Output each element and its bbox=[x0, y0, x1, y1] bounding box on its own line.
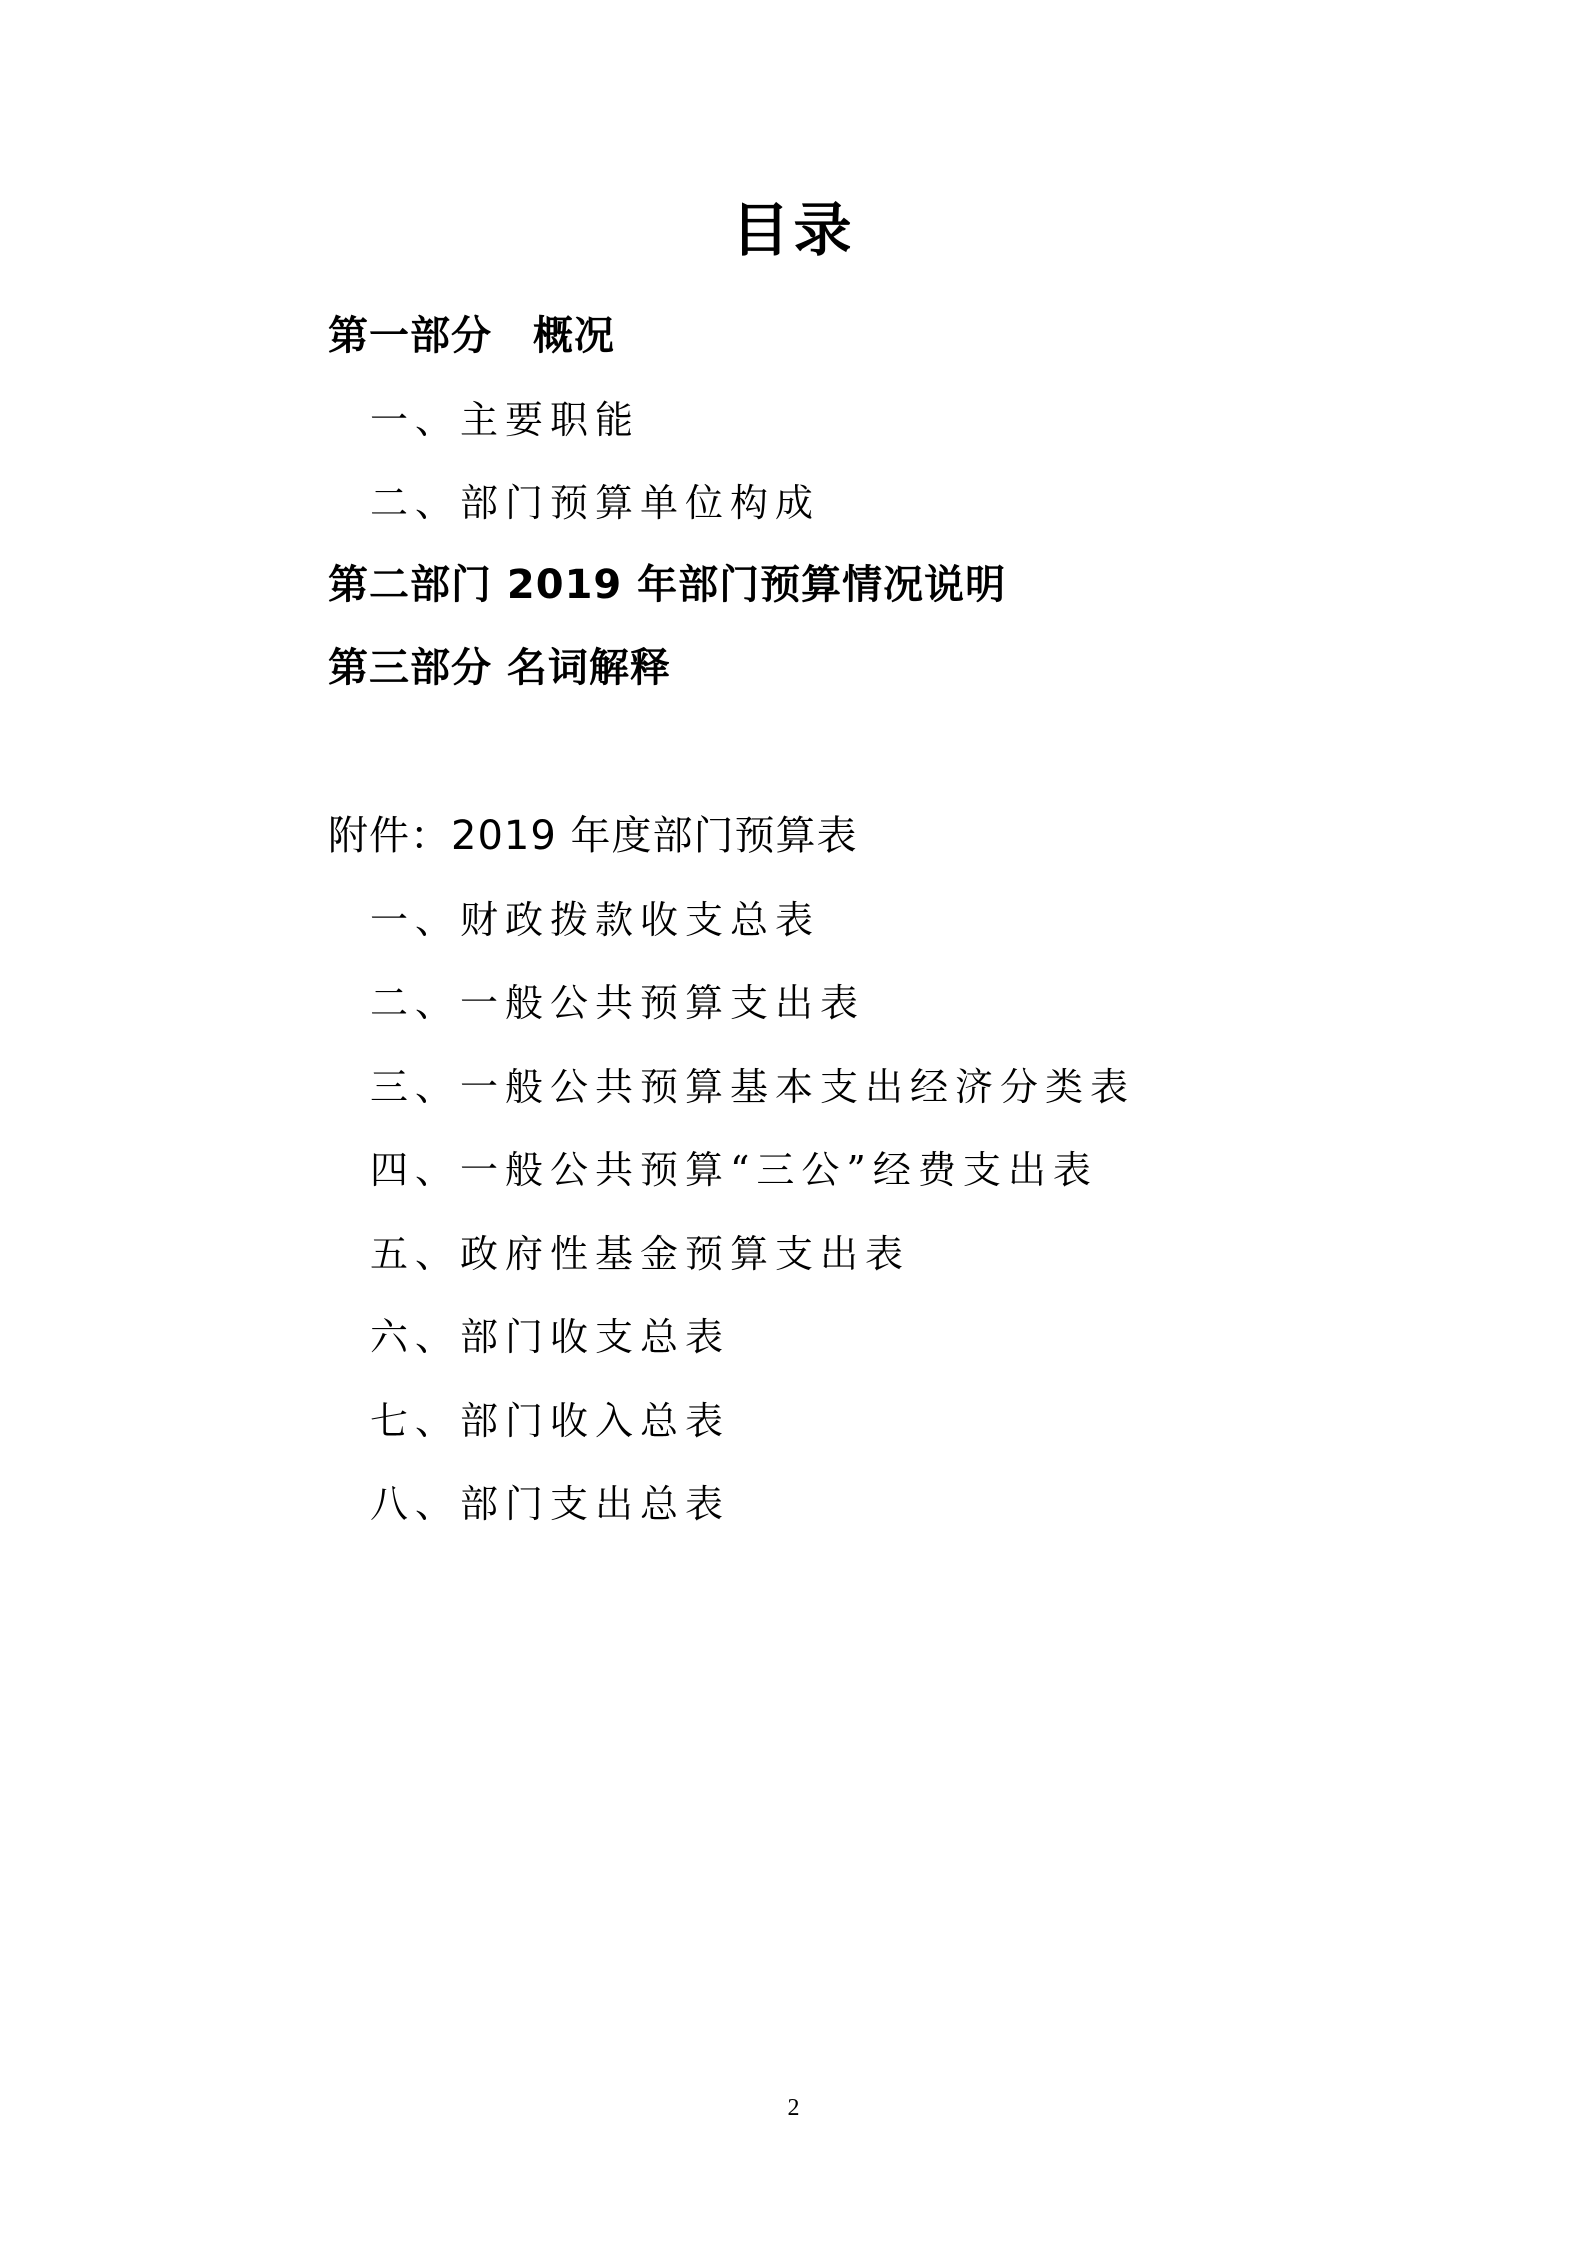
toc-part3-heading: 第三部分 名词解释 bbox=[328, 645, 671, 691]
toc-part1-heading: 第一部分 概况 bbox=[328, 313, 615, 359]
page-number: 2 bbox=[787, 2095, 800, 2121]
page-title: 目录 bbox=[731, 196, 856, 264]
toc-annex-item-7: 七、部门收入总表 bbox=[370, 1399, 731, 1443]
toc-annex-item-5: 五、政府性基金预算支出表 bbox=[370, 1232, 911, 1276]
toc-annex-item-8: 八、部门支出总表 bbox=[370, 1482, 731, 1526]
toc-annex-item-2: 二、一般公共预算支出表 bbox=[370, 981, 866, 1025]
toc-part1-item-2: 二、部门预算单位构成 bbox=[370, 481, 821, 525]
toc-part2-heading: 第二部门 2019 年部门预算情况说明 bbox=[328, 562, 1007, 608]
toc-part1-item-1: 一、主要职能 bbox=[370, 398, 641, 442]
toc-annex-item-3: 三、一般公共预算基本支出经济分类表 bbox=[370, 1065, 1136, 1109]
toc-annex-item-6: 六、部门收支总表 bbox=[370, 1315, 731, 1359]
toc-annex-item-4: 四、一般公共预算“三公”经费支出表 bbox=[370, 1148, 1098, 1192]
toc-annex-heading: 附件：2019 年度部门预算表 bbox=[328, 813, 858, 859]
toc-annex-item-1: 一、财政拨款收支总表 bbox=[370, 898, 821, 942]
